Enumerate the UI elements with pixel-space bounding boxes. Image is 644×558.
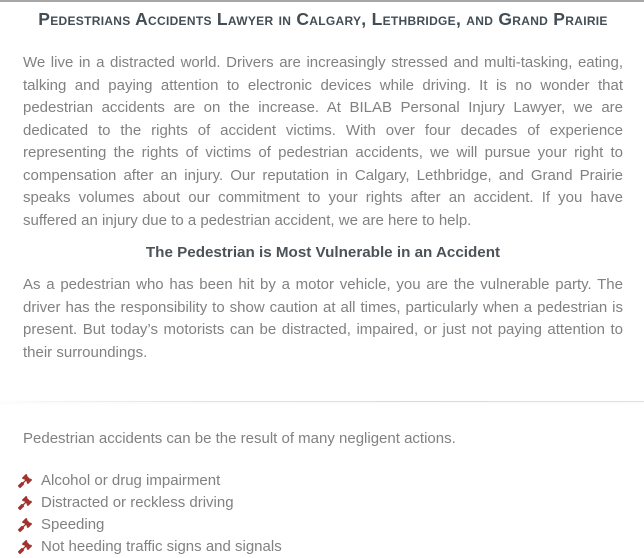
section-divider	[0, 401, 644, 402]
list-item	[18, 492, 623, 514]
list-item-label: Distracted or reckless driving	[41, 493, 234, 511]
vulnerable-paragraph: As a pedestrian who has been hit by a motor vehicle, you are the vulnerable party. The driver has the responsibility to show caution at all times, particularly when a pedestrian is present. But today’s motorists can be distracted, impaired, or just not paying attention to their surroundings.	[23, 276, 623, 361]
page-title: Pedestrians Accidents Lawyer in Calgary, Lethbridge, and Grand Prairie	[38, 9, 608, 29]
gavel-icon	[18, 518, 32, 532]
intro-paragraph: We live in a distracted world. Drivers are increasingly stressed and multi-tasking, eating, talking and paying attention to electronic devices while driving. It is no wonder that pedestrian accidents are on the increase. At BILAB Personal Injury Lawyer, we are dedicated to the rights of accident victims. With over four decades of experience representing the rights of victims of pedestrian accidents, we will pursue your right to compensation after an injury. Our reputation in Calgary, Lethbridge, and Grand Prairie speaks volumes about our commitment to your rights after an accident. If you have suffered an injury due to a pedestrian accident, we are here to help.	[23, 54, 623, 229]
list-intro-text: Pedestrian accidents can be the result of many negligent actions.	[23, 430, 456, 447]
article-content	[0, 9, 644, 558]
list-item	[18, 470, 623, 492]
gavel-icon	[18, 540, 32, 554]
list-item-label: Speeding	[41, 515, 105, 533]
negligent-actions-list	[18, 470, 623, 558]
gavel-icon	[18, 496, 32, 510]
section-subheading: The Pedestrian is Most Vulnerable in an Accident	[145, 244, 501, 261]
gavel-icon	[18, 474, 32, 488]
list-item-label: Not heeding traffic signs and signals	[41, 537, 282, 555]
list-item	[18, 514, 623, 536]
list-item-label: Alcohol or drug impairment	[41, 471, 221, 489]
list-item	[18, 536, 623, 558]
